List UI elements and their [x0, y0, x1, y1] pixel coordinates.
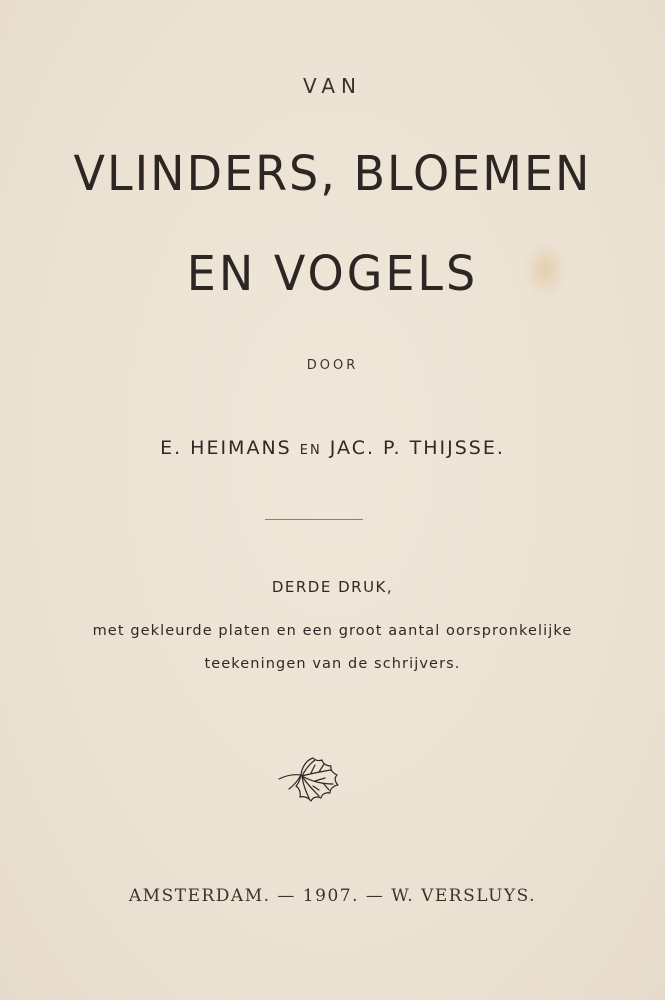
subtitle-line-1: met gekleurde platen en een groot aantal oorspronkelijke — [92, 623, 573, 639]
imprint-line: AMSTERDAM. — 1907. — W. VERSLUYS. — [128, 886, 537, 906]
author-heimans: E. HEIMANS — [160, 437, 292, 459]
edition-label: DERDE DRUK, — [271, 578, 394, 596]
main-title-line-1: VLINDERS, BLOEMEN — [73, 144, 592, 202]
divider-rule — [265, 519, 363, 520]
author-thijsse: JAC. P. THIJSSE. — [329, 437, 505, 459]
subtitle-line-2: teekeningen van de schrijvers. — [204, 656, 461, 672]
authors-line — [0, 437, 665, 459]
title-prefix: VAN — [302, 74, 363, 98]
author-conjunction: EN — [299, 443, 322, 458]
leaf-ornament-icon — [275, 752, 347, 808]
main-title-line-2: EN VOGELS — [186, 244, 479, 302]
byline-door: DOOR — [306, 358, 359, 373]
